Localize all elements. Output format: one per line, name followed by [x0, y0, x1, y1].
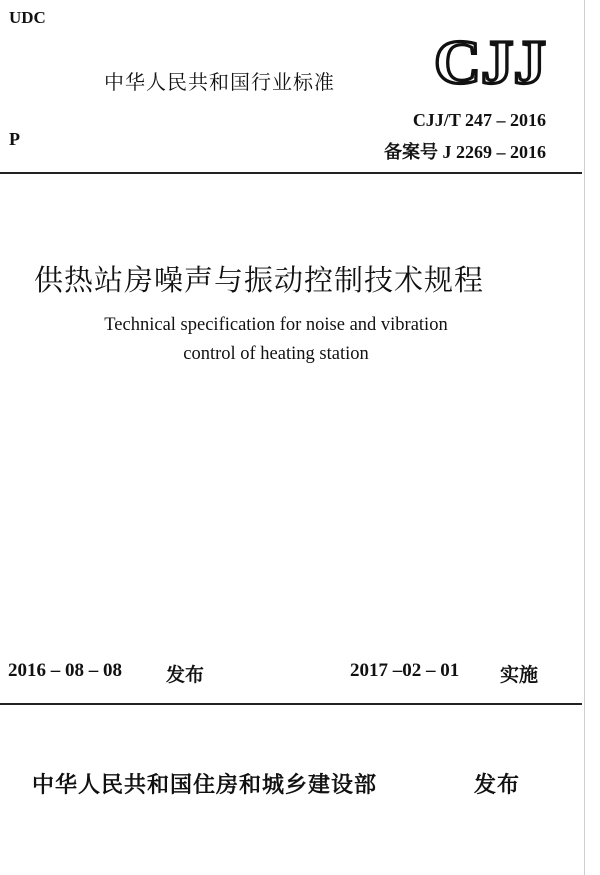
english-title-line-1: Technical specification for noise and vibration [104, 315, 448, 335]
top-divider [0, 172, 582, 174]
chinese-title: 供热站房噪声与振动控制技术规程 [34, 263, 485, 297]
category-label: P [9, 129, 20, 149]
cjj-logo [432, 30, 548, 90]
logo-wordmark: CJJ [434, 30, 546, 90]
implementation-label: 实施 [500, 664, 539, 686]
standard-code: CJJ/T 247 – 2016 [412, 110, 546, 130]
issue-label: 发布 [166, 664, 205, 686]
publisher-name: 中华人民共和国住房和城乡建设部 [32, 773, 378, 798]
publish-label: 发布 [474, 773, 521, 798]
udc-label: UDC [9, 8, 46, 27]
standard-type-label: 中华人民共和国行业标准 [104, 70, 335, 94]
english-title-line-2: control of heating station [183, 344, 369, 364]
implementation-date: 2017 –02 – 01 [350, 660, 460, 681]
issue-date: 2016 – 08 – 08 [8, 660, 122, 681]
filing-number: 备案号 J 2269 – 2016 [384, 142, 546, 162]
bottom-divider [0, 703, 582, 705]
page-edge [584, 0, 585, 875]
